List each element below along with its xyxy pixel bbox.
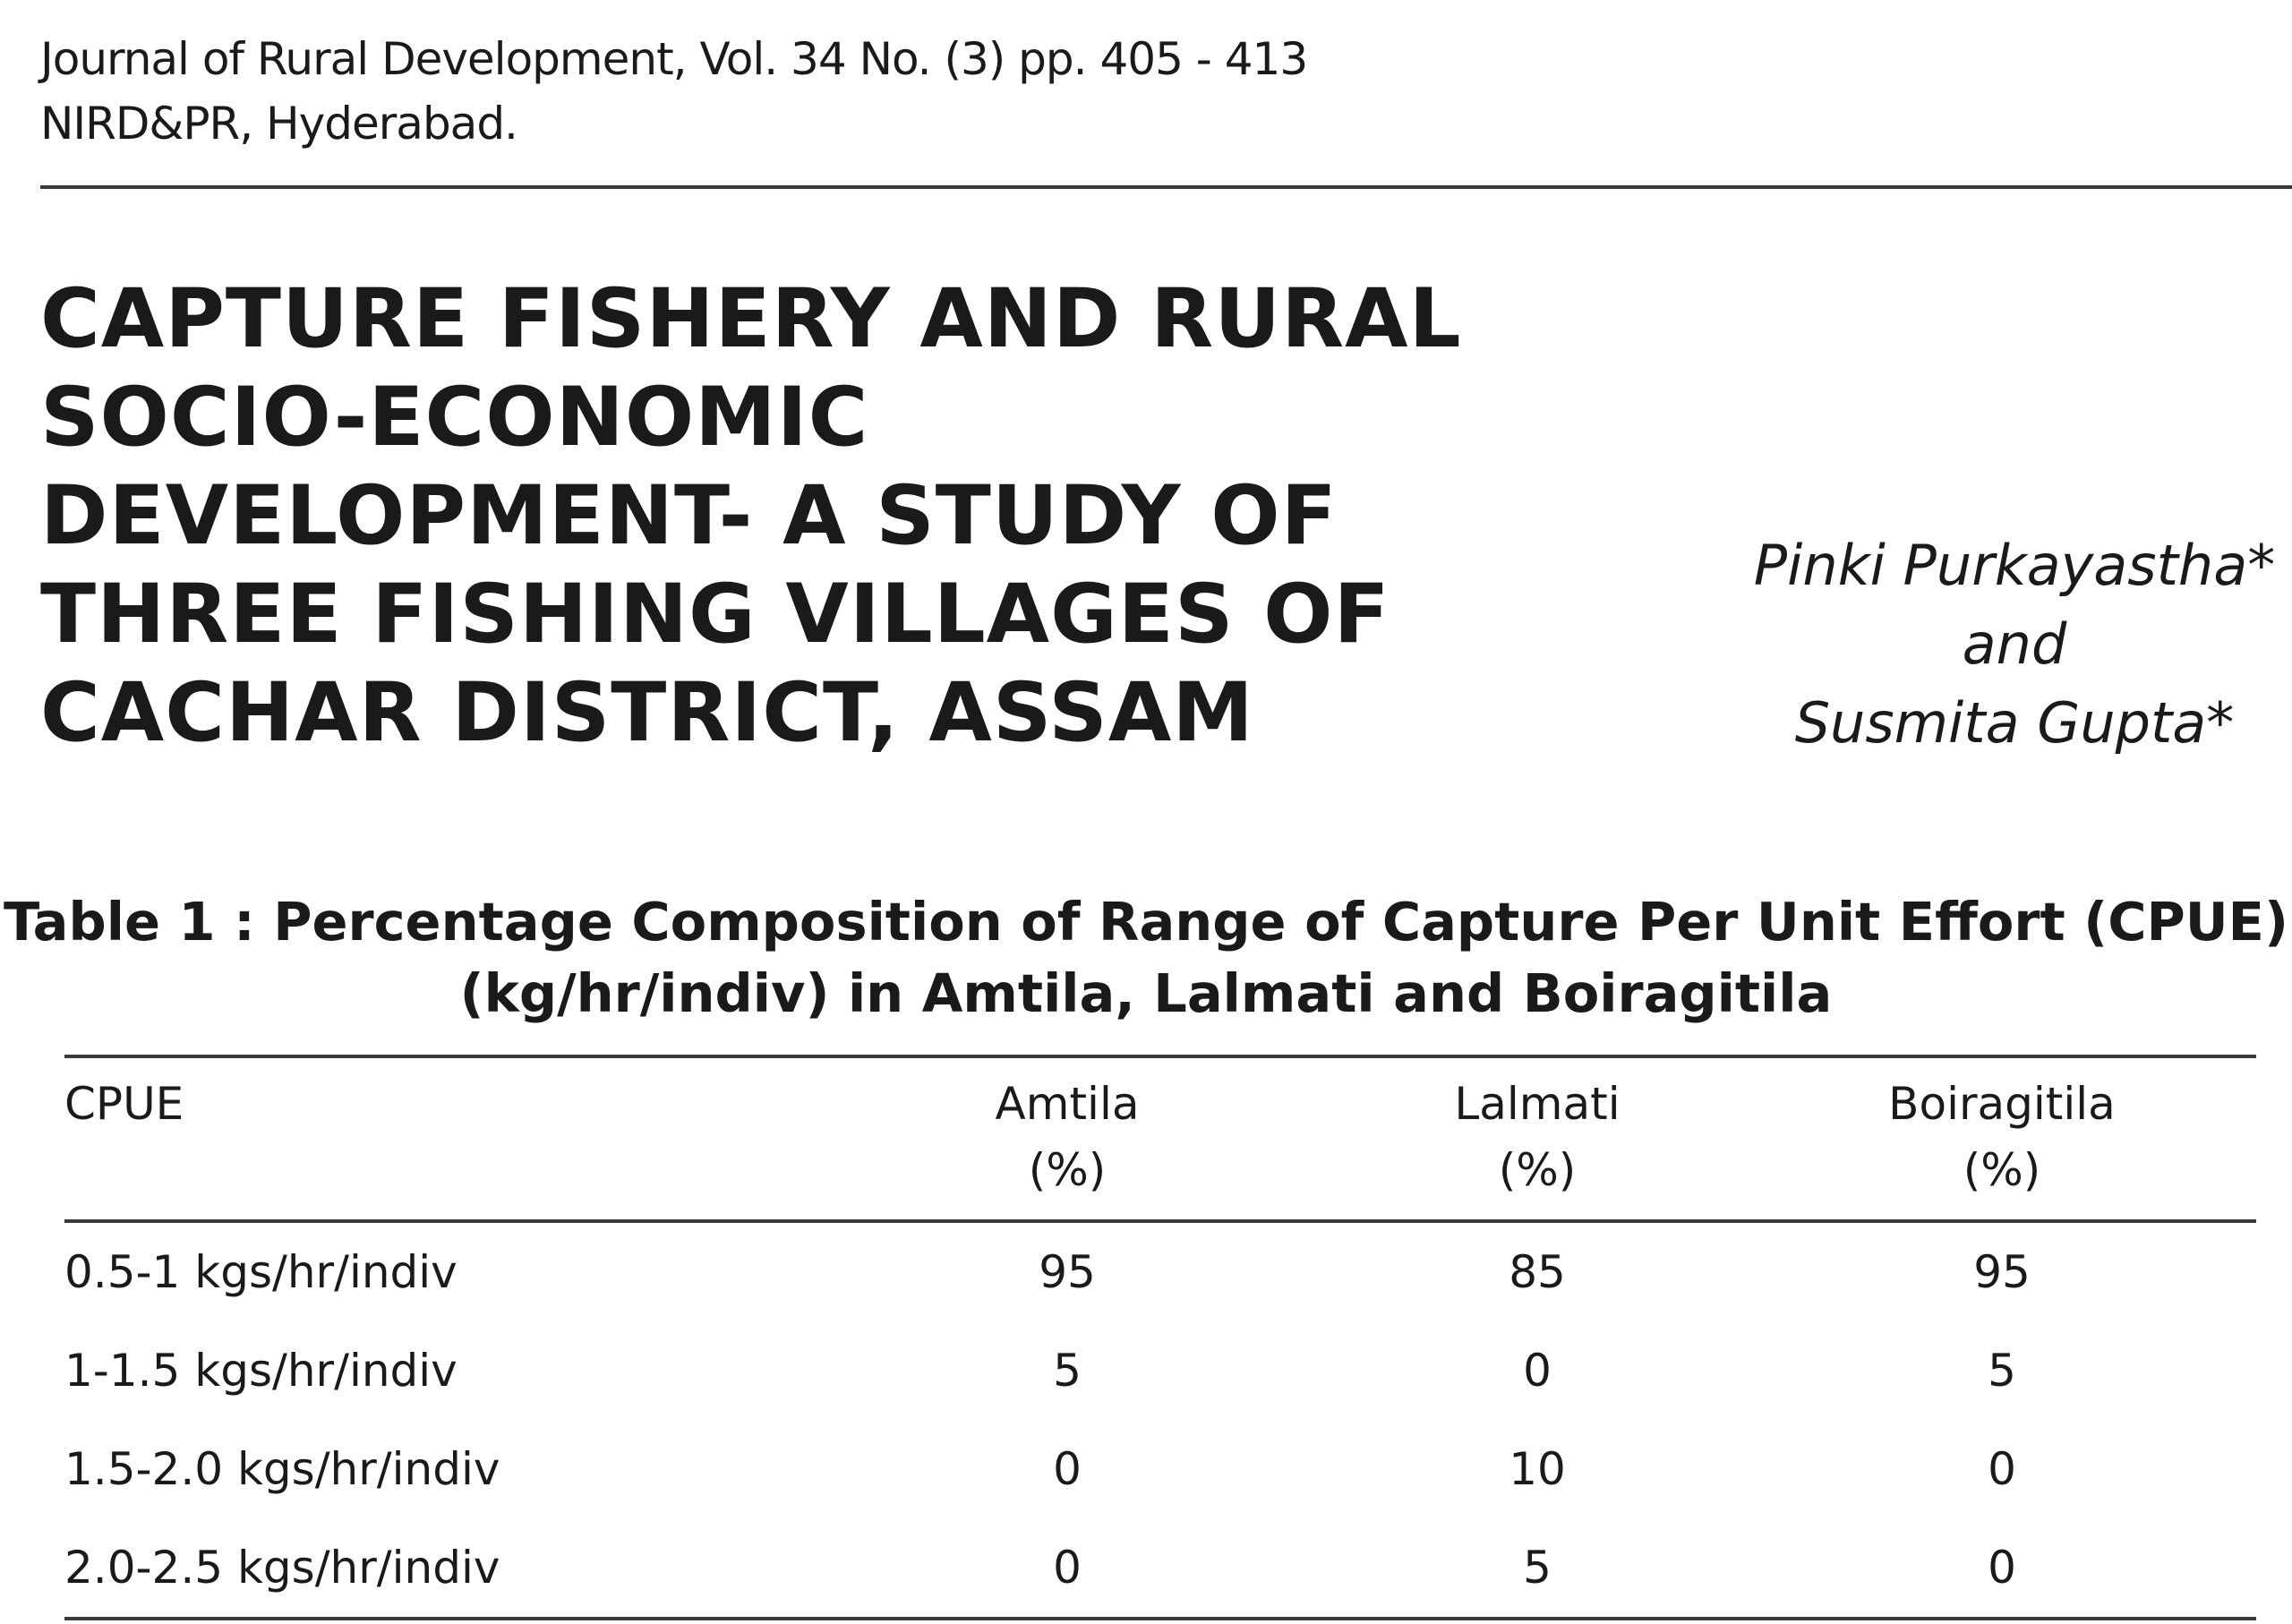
- cell-lalmati: 85: [1509, 1246, 1566, 1298]
- table-row: [64, 1518, 2256, 1619]
- table-caption: [0, 886, 2292, 1030]
- header-unit: (%): [1028, 1144, 1107, 1196]
- author-name: Pinki Purkayastha*: [1753, 533, 2276, 598]
- cell-lalmati: 5: [1523, 1542, 1552, 1594]
- author-block: [1683, 526, 2292, 763]
- cell-boiragitila: 95: [1973, 1246, 2031, 1298]
- cell-lalmati: 10: [1509, 1443, 1566, 1495]
- header-cpue: [64, 1056, 808, 1221]
- cell-boiragitila: 0: [1988, 1542, 2016, 1594]
- journal-publisher: NIRD&PR, Hyderabad.: [40, 98, 517, 150]
- cell-amtila: 0: [1053, 1542, 1082, 1594]
- table-caption-line: (kg/hr/indiv) in Amtila, Lalmati and Boiragitila: [459, 962, 1833, 1024]
- cell-boiragitila: 0: [1988, 1443, 2016, 1495]
- header-label: Lalmati: [1454, 1078, 1621, 1130]
- cell-cpue: 2.0-2.5 kgs/hr/indiv: [64, 1542, 500, 1594]
- title-line: CAPTURE FISHERY AND RURAL: [40, 272, 1462, 366]
- table-row: [64, 1221, 2256, 1321]
- header-boiragitila: [1748, 1056, 2256, 1221]
- cell-cpue: 1-1.5 kgs/hr/indiv: [64, 1345, 458, 1397]
- title-line: THREE FISHING VILLAGES OF: [40, 568, 1390, 662]
- header-divider: [40, 185, 2292, 189]
- header-label: Amtila: [995, 1078, 1140, 1130]
- header-unit: (%): [1498, 1144, 1577, 1196]
- header-amtila: [808, 1056, 1327, 1221]
- cell-amtila: 95: [1039, 1246, 1096, 1298]
- journal-header: [40, 27, 1307, 156]
- cell-cpue: 1.5-2.0 kgs/hr/indiv: [64, 1443, 500, 1495]
- cell-boiragitila: 5: [1988, 1345, 2016, 1397]
- table-row: [64, 1321, 2256, 1420]
- title-line: SOCIO-ECONOMIC: [40, 371, 869, 465]
- table-header: [64, 1056, 2256, 1221]
- table-body: [64, 1221, 2256, 1619]
- title-line: CACHAR DISTRICT, ASSAM: [40, 666, 1254, 760]
- header-unit: (%): [1963, 1144, 2041, 1196]
- header-label: CPUE: [64, 1078, 184, 1130]
- journal-citation: Journal of Rural Development, Vol. 34 No. (3) pp. 405 - 413: [40, 33, 1308, 85]
- table-row: [64, 1420, 2256, 1518]
- cell-cpue: 0.5-1 kgs/hr/indiv: [64, 1246, 458, 1298]
- table-caption-line: Table 1 : Percentage Composition of Range of Capture Per Unit Effort (CPUE): [4, 891, 2288, 953]
- header-label: Boiragitila: [1888, 1078, 2116, 1130]
- cell-lalmati: 0: [1523, 1345, 1552, 1397]
- cpue-table: [64, 1055, 2256, 1620]
- author-name: Susmita Gupta*: [1794, 690, 2235, 756]
- title-line: DEVELOPMENT- A STUDY OF: [40, 469, 1338, 563]
- cell-amtila: 0: [1053, 1443, 1082, 1495]
- header-lalmati: [1327, 1056, 1748, 1221]
- cell-amtila: 5: [1053, 1345, 1082, 1397]
- author-conjunction: and: [1962, 611, 2067, 677]
- paper-title: [40, 270, 1473, 763]
- table-header-row: [64, 1056, 2256, 1221]
